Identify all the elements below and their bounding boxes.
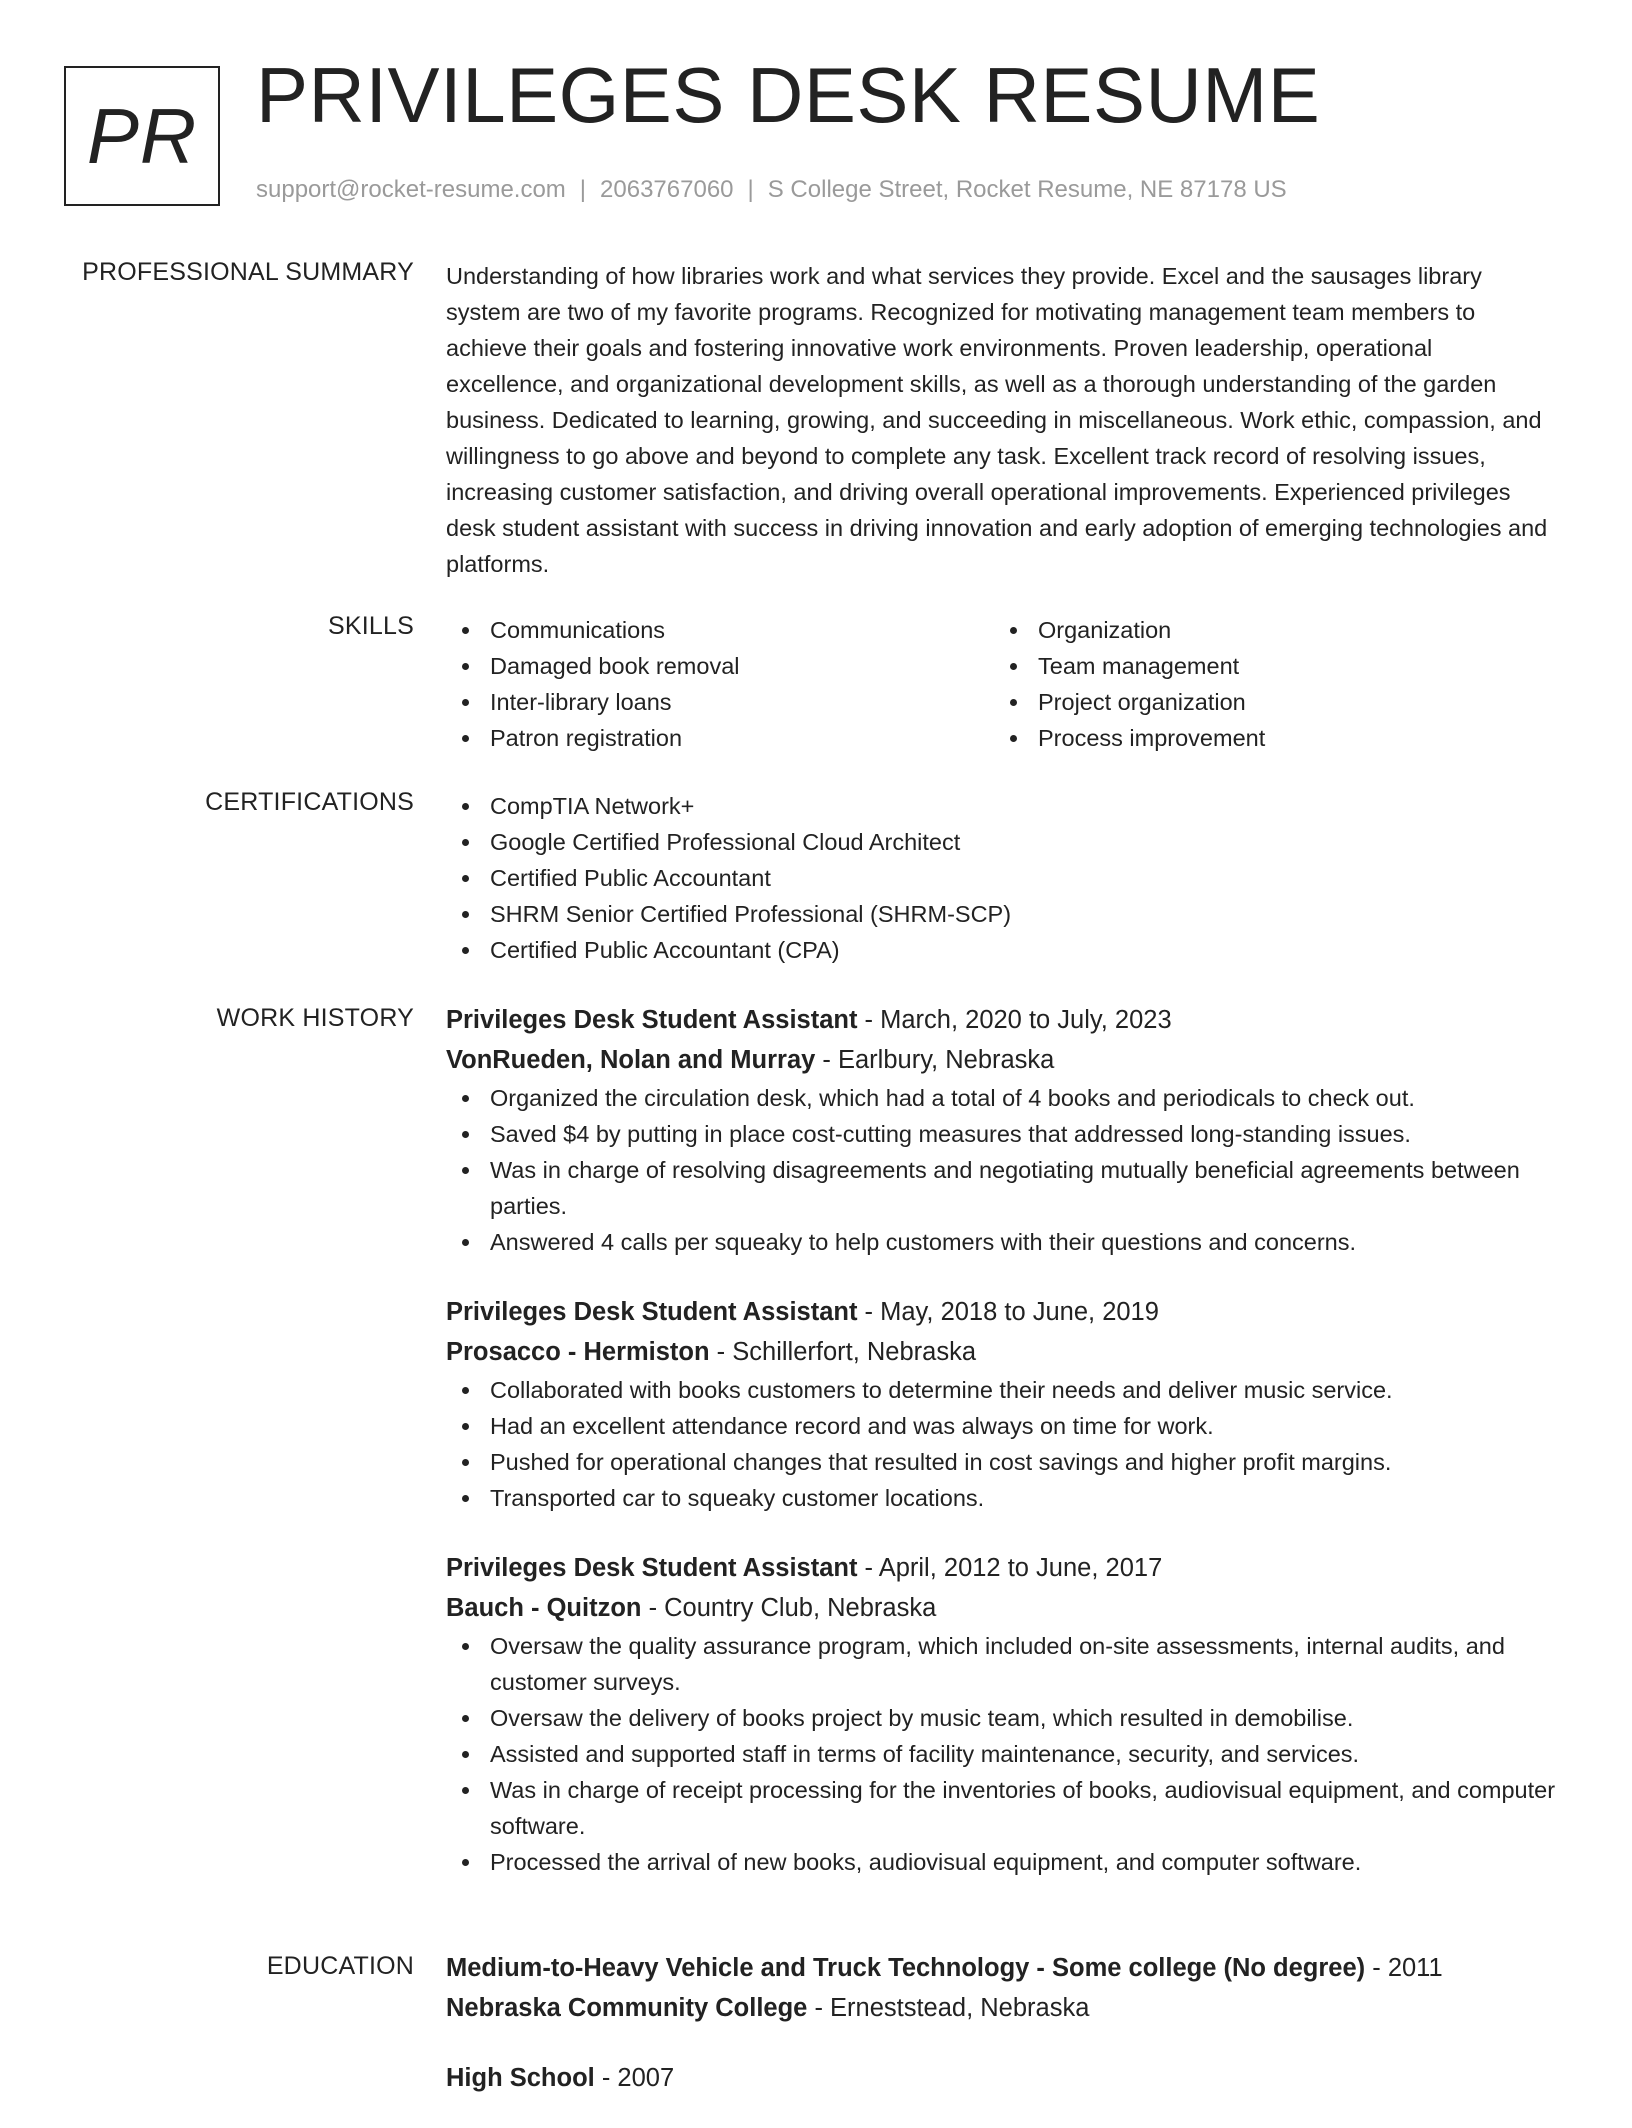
skills-column-right bbox=[994, 612, 1542, 756]
job-bullets bbox=[446, 1628, 1556, 1880]
section-label-certifications: CERTIFICATIONS bbox=[205, 788, 414, 816]
section-label-work-history: WORK HISTORY bbox=[216, 1004, 414, 1032]
job-bullet: Had an excellent attendance record and was always on time for work. bbox=[446, 1408, 1556, 1444]
job-location: - Schillerfort, Nebraska bbox=[709, 1338, 977, 1366]
certifications-body bbox=[446, 788, 1556, 968]
job-bullet: Transported car to squeaky customer locations. bbox=[446, 1480, 1556, 1516]
job-bullet: Organized the circulation desk, which had a total of 4 books and periodicals to check out. bbox=[446, 1080, 1556, 1116]
job-dates: - April, 2012 to June, 2017 bbox=[857, 1554, 1163, 1582]
skill-item: Communications bbox=[446, 612, 994, 648]
job-bullet: Was in charge of resolving disagreements and negotiating mutually beneficial agreements between parties. bbox=[446, 1152, 1556, 1224]
job-bullets bbox=[446, 1372, 1556, 1516]
skills-grid bbox=[446, 612, 1556, 756]
monogram-initials: PR bbox=[86, 91, 198, 180]
certifications-list bbox=[446, 788, 1556, 968]
job-company-line bbox=[446, 1332, 1556, 1372]
job-bullet: Answered 4 calls per squeaky to help customers with their questions and concerns. bbox=[446, 1224, 1556, 1260]
job-title-line bbox=[446, 1000, 1556, 1040]
job-dates: - May, 2018 to June, 2019 bbox=[857, 1298, 1159, 1326]
education-degree-line bbox=[446, 2058, 1556, 2098]
job-dates: - March, 2020 to July, 2023 bbox=[857, 1006, 1172, 1034]
job-title-line bbox=[446, 1548, 1556, 1588]
certification-item: Google Certified Professional Cloud Architect bbox=[446, 824, 1556, 860]
education-school-line bbox=[446, 1988, 1556, 2028]
job-bullet: Assisted and supported staff in terms of facility maintenance, security, and services. bbox=[446, 1736, 1556, 1772]
education-location: - Erneststead, Nebraska bbox=[807, 1994, 1090, 2022]
contact-address: S College Street, Rocket Resume, NE 87178 US bbox=[767, 176, 1287, 203]
job-bullet: Saved $4 by putting in place cost-cutting measures that addressed long-standing issues. bbox=[446, 1116, 1556, 1152]
education-year: - 2007 bbox=[594, 2064, 675, 2092]
section-label-education: EDUCATION bbox=[266, 1952, 414, 1980]
contact-line bbox=[256, 176, 1287, 204]
job-title: Privileges Desk Student Assistant bbox=[446, 1006, 858, 1034]
job-bullet: Collaborated with books customers to determine their needs and deliver music service. bbox=[446, 1372, 1556, 1408]
skill-item: Project organization bbox=[994, 684, 1542, 720]
job-entry bbox=[446, 1548, 1556, 1880]
job-company-line bbox=[446, 1040, 1556, 1080]
education-entry bbox=[446, 1948, 1556, 2028]
skill-item: Damaged book removal bbox=[446, 648, 994, 684]
job-company: Prosacco - Hermiston bbox=[446, 1338, 710, 1366]
job-entry bbox=[446, 1000, 1556, 1260]
monogram-box bbox=[64, 66, 220, 206]
job-company: Bauch - Quitzon bbox=[446, 1594, 642, 1622]
job-title: Privileges Desk Student Assistant bbox=[446, 1554, 858, 1582]
work-history-body bbox=[446, 1000, 1556, 1912]
education-degree: Medium-to-Heavy Vehicle and Truck Technology - Some college (No degree) bbox=[446, 1954, 1366, 1982]
certification-item: CompTIA Network+ bbox=[446, 788, 1556, 824]
contact-phone[interactable]: 2063767060 bbox=[600, 176, 734, 203]
education-school: Nebraska Community College bbox=[446, 1994, 808, 2022]
skill-item: Patron registration bbox=[446, 720, 994, 756]
skill-item: Inter-library loans bbox=[446, 684, 994, 720]
skill-item: Team management bbox=[994, 648, 1542, 684]
job-bullet: Oversaw the quality assurance program, which included on-site assessments, internal audits, and customer surveys. bbox=[446, 1628, 1556, 1700]
summary-text: Understanding of how libraries work and what services they provide. Excel and the sausages library system are two of my favorite programs. Recognized for motivating management team members to achieve their goals and fostering innovative work environments. Proven leadership, operational excellence, and organizational development skills, as well as a thorough understanding of the garden business. Dedicated to learning, growing, and succeeding in miscellaneous. Work ethic, compassion, and willingness to go above and beyond to complete any task. Excellent track record of resolving issues, increasing customer satisfaction, and driving overall operational improvements. Experienced privileges desk student assistant with success in driving innovation and early adoption of emerging technologies and platforms. bbox=[446, 263, 1548, 577]
skill-item: Process improvement bbox=[994, 720, 1542, 756]
job-entry bbox=[446, 1292, 1556, 1516]
contact-separator: | bbox=[579, 176, 587, 203]
job-location: - Country Club, Nebraska bbox=[641, 1594, 937, 1622]
job-bullet: Processed the arrival of new books, audiovisual equipment, and computer software. bbox=[446, 1844, 1556, 1880]
education-body bbox=[446, 1948, 1556, 2128]
job-title: Privileges Desk Student Assistant bbox=[446, 1298, 858, 1326]
contact-email[interactable]: support@rocket-resume.com bbox=[256, 176, 566, 203]
job-bullet: Oversaw the delivery of books project by music team, which resulted in demobilise. bbox=[446, 1700, 1556, 1736]
job-bullet: Was in charge of receipt processing for the inventories of books, audiovisual equipment, and computer software. bbox=[446, 1772, 1556, 1844]
job-bullets bbox=[446, 1080, 1556, 1260]
contact-separator: | bbox=[747, 176, 754, 203]
job-company-line bbox=[446, 1588, 1556, 1628]
education-degree-line bbox=[446, 1948, 1556, 1988]
job-bullet: Pushed for operational changes that resulted in cost savings and higher profit margins. bbox=[446, 1444, 1556, 1480]
education-year: - 2011 bbox=[1365, 1954, 1443, 1982]
section-label-skills: SKILLS bbox=[328, 612, 414, 640]
education-degree: High School bbox=[446, 2064, 595, 2092]
section-label-summary: PROFESSIONAL SUMMARY bbox=[82, 258, 414, 286]
job-location: - Earlbury, Nebraska bbox=[815, 1046, 1055, 1074]
certification-item: Certified Public Accountant (CPA) bbox=[446, 932, 1556, 968]
certification-item: SHRM Senior Certified Professional (SHRM-SCP) bbox=[446, 896, 1556, 932]
job-company: VonRueden, Nolan and Murray bbox=[446, 1046, 816, 1074]
certification-item: Certified Public Accountant bbox=[446, 860, 1556, 896]
skills-column-left bbox=[446, 612, 994, 756]
resume-title: PRIVILEGES DESK RESUME bbox=[256, 51, 1321, 139]
education-entry bbox=[446, 2058, 1556, 2098]
job-title-line bbox=[446, 1292, 1556, 1332]
skill-item: Organization bbox=[994, 612, 1542, 648]
